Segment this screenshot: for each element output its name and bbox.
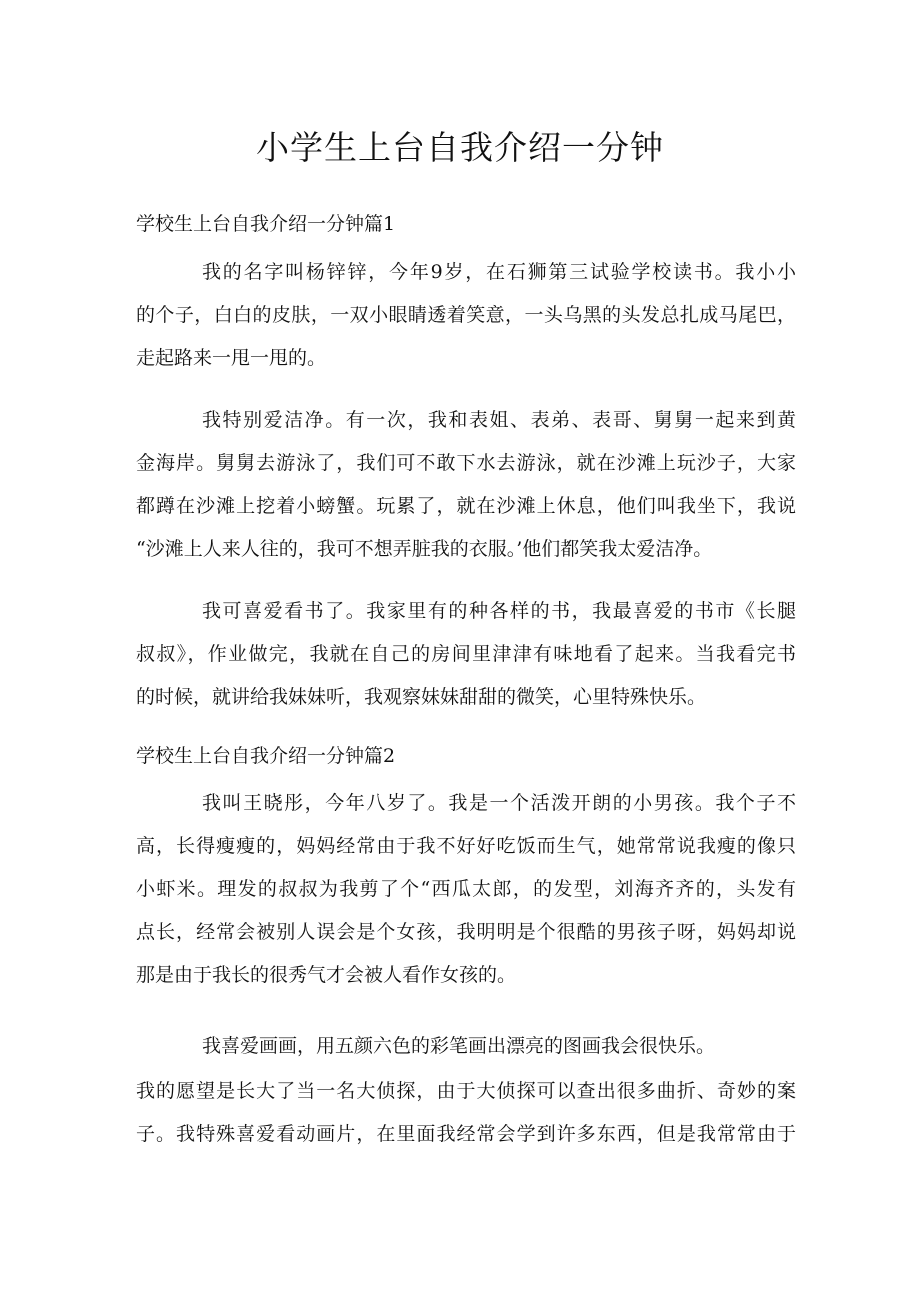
paragraph-line: 我特别爱洁净。有一次，我和表姐、表弟、表哥、舅舅一起来到黄: [202, 409, 796, 431]
paragraph-line: 我喜爱画画，用五颜六色的彩笔画出漂亮的图画我会很快乐。: [202, 1035, 716, 1057]
paragraph: [136, 1031, 796, 1074]
paragraph-line: 的时候，就讲给我妹妹听，我观察妹妹甜甜的微笑，心里特殊快乐。: [136, 686, 707, 708]
paragraph-line: 我的名字叫杨锌锌，今年9岁，在石狮第三试验学校读书。我小小: [202, 261, 796, 283]
paragraph: [136, 1076, 796, 1162]
paragraph: [136, 257, 796, 386]
paragraph-line: 的个子，白白的皮肤，一双小眼睛透着笑意，一头乌黑的头发总扎成马尾巴，: [136, 304, 796, 326]
paragraph: [136, 405, 796, 577]
paragraph-line: 高，长得瘦瘦的，妈妈经常由于我不好好吃饭而生气，她常常说我瘦的像只: [136, 835, 796, 857]
paragraph-line: 都蹲在沙滩上挖着小螃蟹。玩累了，就在沙滩上休息，他们叫我坐下，我说: [136, 495, 796, 517]
paragraph-line: 点长，经常会被别人误会是个女孩，我明明是个很酷的男孩子呀，妈妈却说: [136, 921, 796, 943]
section-heading-1: 学校生上台自我介绍一分钟篇1: [136, 213, 396, 235]
paragraph-line: 走起路来一甩一甩的。: [136, 347, 327, 369]
paragraph-line: 小虾米。理发的叔叔为我剪了个“西瓜太郎，的发型，刘海齐齐的，头发有: [136, 878, 796, 900]
paragraph-line: 我的愿望是长大了当一名大侦探，由于大侦探可以查出很多曲折、奇妙的案: [136, 1080, 796, 1102]
paragraph-line: 叔叔》，作业做完，我就在自己的房间里津津有味地看了起来。当我看完书: [136, 643, 796, 665]
section-heading-2: 学校生上台自我介绍一分钟篇2: [136, 745, 396, 767]
paragraph-line: 子。我特殊喜爱看动画片，在里面我经常会学到许多东西，但是我常常由于: [136, 1123, 796, 1145]
paragraph-line: 我叫王晓彤，今年八岁了。我是一个活泼开朗的小男孩。我个子不: [202, 792, 796, 814]
paragraph-line: “沙滩上人来人往的，我可不想弄脏我的衣服。’他们都笑我太爱洁净。: [136, 538, 713, 560]
paragraph: [136, 788, 796, 1003]
paragraph-line: 我可喜爱看书了。我家里有的种各样的书，我最喜爱的书市《长腿: [202, 600, 796, 622]
paragraph-line: 那是由于我长的很秀气才会被人看作女孩的。: [136, 964, 517, 986]
paragraph-line: 金海岸。舅舅去游泳了，我们可不敢下水去游泳，就在沙滩上玩沙子，大家: [136, 452, 796, 474]
document-title: 小学生上台自我介绍一分钟: [256, 128, 664, 167]
paragraph: [136, 596, 796, 725]
